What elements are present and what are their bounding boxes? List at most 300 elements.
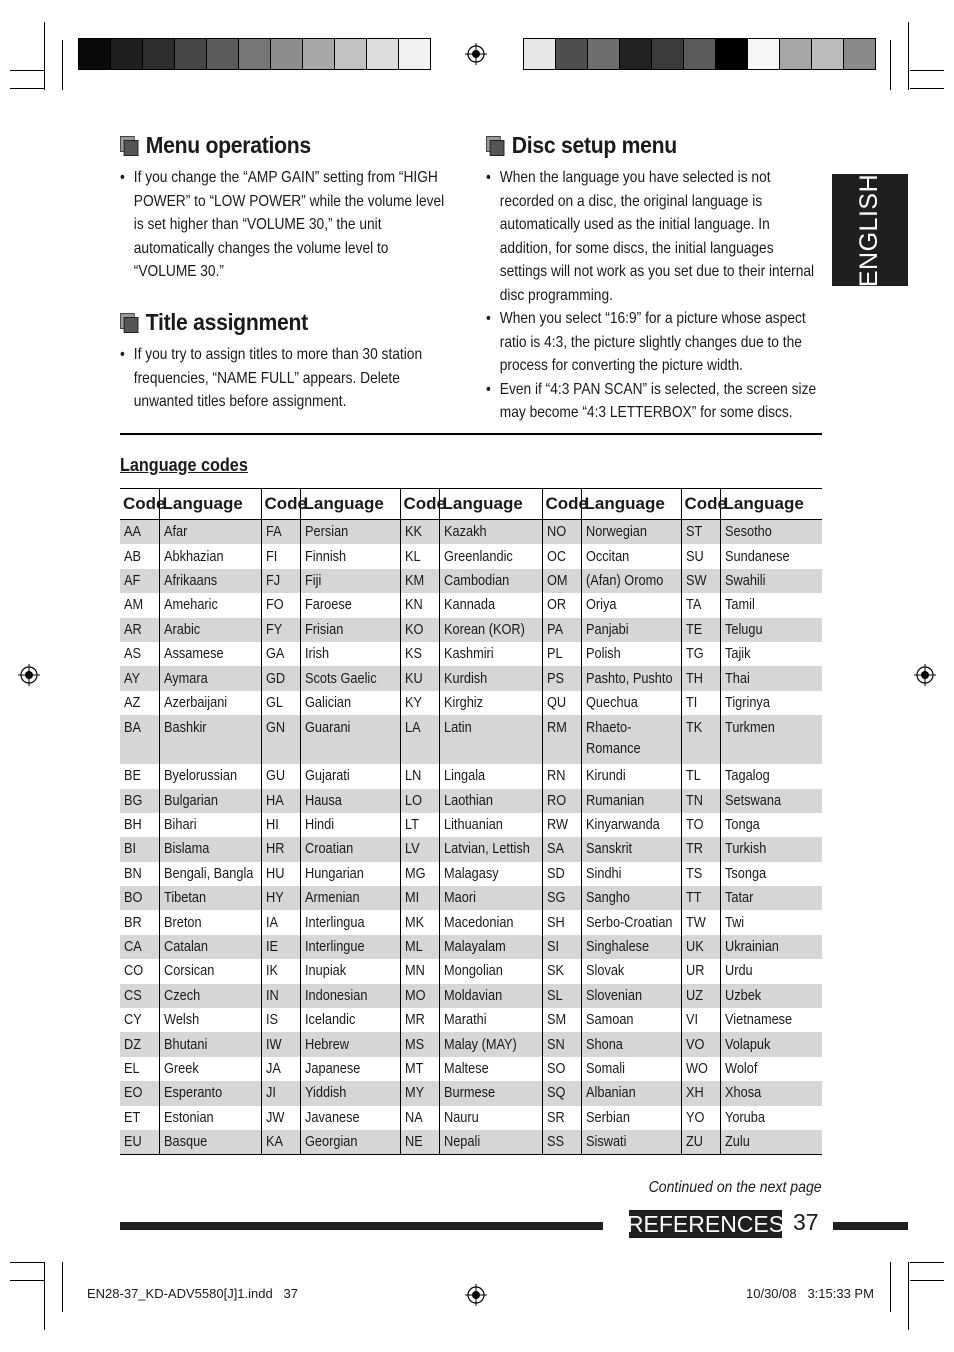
code-text: EL [124, 1061, 140, 1077]
language-cell [300, 1008, 400, 1032]
language-cell [720, 544, 822, 568]
code-text: IW [265, 1036, 282, 1053]
language-text: Tigrinya [724, 694, 770, 711]
language-cell [720, 1057, 822, 1081]
code-cell [681, 1106, 720, 1130]
code-cell [400, 569, 439, 593]
code-cell [261, 618, 300, 642]
language-cell [581, 789, 681, 813]
code-text: SA [546, 841, 564, 858]
code-text: TE [685, 621, 702, 638]
language-text: Rumanian [585, 792, 644, 809]
code-cell [261, 984, 300, 1008]
color-swatch [335, 39, 367, 69]
code-text: UZ [685, 987, 703, 1004]
language-text: Rhaeto-Romance [585, 720, 641, 758]
code-text: KN [404, 597, 423, 614]
code-text: SI [546, 939, 559, 956]
language-cell [720, 959, 822, 983]
language-cell [720, 1008, 822, 1032]
code-cell [400, 813, 439, 837]
language-cell [581, 886, 681, 910]
table-row [120, 1032, 822, 1056]
code-text: AS [124, 646, 142, 663]
language-cell [159, 1130, 261, 1155]
code-text: LO [404, 792, 422, 809]
language-cell [439, 691, 542, 715]
code-text: WO [685, 1061, 708, 1077]
language-cell [159, 1032, 261, 1056]
language-text: Bengali, Bangla [163, 865, 253, 882]
code-cell [400, 1032, 439, 1056]
language-cell [159, 984, 261, 1008]
language-cell [581, 959, 681, 983]
language-cell [300, 642, 400, 666]
code-cell [542, 862, 581, 886]
language-text: Serbo-Croatian [585, 914, 673, 931]
code-cell [400, 1057, 439, 1081]
language-cell [439, 618, 542, 642]
language-cell [720, 593, 822, 617]
list-item: • If you change the “AMP GAIN” setting from “HIGH POWER” to “LOW POWER” while the volume level is set higher than “VOLUME 30,” the unit automatically changes the volume level to “VOLUME 30.” [120, 166, 447, 284]
code-cell [261, 813, 300, 837]
language-text: Bhutani [163, 1036, 207, 1053]
language-text: Indonesian [304, 987, 367, 1004]
language-text: Slovenian [585, 987, 642, 1004]
crop-mark [10, 88, 44, 89]
language-cell [300, 984, 400, 1008]
code-cell [120, 862, 159, 886]
column-header-language: Language [720, 489, 822, 520]
language-cell [159, 1081, 261, 1105]
table-header-row [120, 489, 822, 520]
code-cell [120, 764, 159, 788]
code-text: YO [685, 1109, 704, 1126]
color-swatch [588, 39, 620, 69]
code-text: SR [546, 1109, 565, 1126]
language-cell [159, 789, 261, 813]
language-text: Malayalam [443, 939, 506, 956]
code-cell [120, 544, 159, 568]
code-text: CS [124, 987, 142, 1004]
code-text: OM [546, 572, 568, 589]
code-cell [120, 984, 159, 1008]
code-cell [261, 666, 300, 690]
language-text: Urdu [724, 963, 753, 980]
code-cell [542, 984, 581, 1008]
language-text: Telugu [724, 621, 763, 638]
code-text: TL [685, 768, 701, 785]
code-text: KU [404, 670, 423, 687]
language-text: Moldavian [443, 987, 502, 1004]
language-cell [581, 1081, 681, 1105]
code-cell [542, 1081, 581, 1105]
language-cell [300, 789, 400, 813]
table-row [120, 1057, 822, 1081]
language-cell [720, 1032, 822, 1056]
code-text: UK [685, 939, 704, 956]
code-cell [542, 1008, 581, 1032]
language-cell [300, 1032, 400, 1056]
code-text: XH [685, 1085, 704, 1102]
column-header-code: Code [542, 489, 581, 520]
code-text: FY [265, 621, 282, 638]
code-text: IS [265, 1012, 278, 1029]
code-cell [681, 1008, 720, 1032]
code-cell [400, 642, 439, 666]
language-text: Siswati [585, 1134, 626, 1151]
code-text: ET [124, 1109, 141, 1126]
table-row [120, 984, 822, 1008]
code-text: BH [124, 817, 142, 834]
language-cell [159, 886, 261, 910]
code-cell [261, 715, 300, 764]
language-cell [439, 1130, 542, 1155]
code-cell [261, 910, 300, 934]
language-text: Kinyarwanda [585, 817, 660, 834]
crop-mark [908, 22, 909, 90]
table-row [120, 789, 822, 813]
language-text: Esperanto [163, 1085, 222, 1102]
code-text: NE [404, 1134, 423, 1151]
language-text: Japanese [304, 1061, 360, 1077]
code-cell [261, 764, 300, 788]
references-text: REFERENCES [626, 1210, 785, 1237]
code-cell [542, 691, 581, 715]
language-cell [439, 520, 542, 545]
color-swatch [367, 39, 399, 69]
language-text: Tamil [724, 597, 755, 614]
language-cell [581, 520, 681, 545]
code-text: FA [265, 524, 282, 541]
code-text: JA [265, 1061, 281, 1077]
language-text: Kirundi [585, 768, 626, 785]
code-cell [120, 1008, 159, 1032]
references-rule [120, 1222, 603, 1230]
code-text: EU [124, 1134, 142, 1151]
code-cell [681, 544, 720, 568]
code-text: SU [685, 548, 704, 565]
code-text: UR [685, 963, 704, 980]
registration-mark-icon [465, 1284, 487, 1306]
code-text: AM [124, 597, 144, 614]
code-cell [261, 1032, 300, 1056]
language-cell [159, 1008, 261, 1032]
language-text: Byelorussian [163, 768, 237, 785]
column-header-code: Code [400, 489, 439, 520]
code-text: GU [265, 768, 285, 785]
language-text: Aymara [163, 670, 208, 687]
color-swatch [271, 39, 303, 69]
language-text: Afar [163, 524, 187, 541]
code-cell [261, 544, 300, 568]
language-cell [720, 862, 822, 886]
table-row [120, 691, 822, 715]
language-cell [439, 1057, 542, 1081]
code-cell [120, 642, 159, 666]
language-cell [439, 666, 542, 690]
code-text: NA [404, 1109, 423, 1126]
language-text: Arabic [163, 621, 200, 638]
table-row [120, 618, 822, 642]
language-cell [159, 764, 261, 788]
language-cell [439, 837, 542, 861]
language-text: Swahili [724, 572, 765, 589]
code-text: KA [265, 1134, 283, 1151]
language-text: Kazakh [443, 524, 487, 541]
color-swatch [111, 39, 143, 69]
color-swatch-bar-right [523, 38, 876, 70]
code-cell [261, 1008, 300, 1032]
section-square-icon [120, 136, 138, 156]
color-swatch [844, 39, 875, 69]
code-cell [261, 862, 300, 886]
language-text: Hebrew [304, 1036, 349, 1053]
code-cell [261, 935, 300, 959]
color-swatch [207, 39, 239, 69]
code-cell [542, 764, 581, 788]
language-text: Turkish [724, 841, 766, 858]
language-text: Korean (KOR) [443, 621, 525, 638]
code-cell [120, 935, 159, 959]
language-text: Serbian [585, 1109, 630, 1126]
crop-mark [890, 1262, 891, 1312]
code-text: AA [124, 524, 142, 541]
code-cell [542, 642, 581, 666]
code-cell [400, 764, 439, 788]
language-codes-title: Language codes [120, 455, 248, 475]
code-text: KK [404, 524, 422, 541]
language-text: Bashkir [163, 720, 207, 737]
color-swatch [620, 39, 652, 69]
code-cell [681, 1032, 720, 1056]
code-cell [681, 593, 720, 617]
code-cell [681, 1130, 720, 1155]
code-text: BA [124, 720, 142, 737]
heading-text: Disc setup menu [511, 132, 677, 158]
page-number: 37 [793, 1209, 819, 1235]
code-text: TR [685, 841, 703, 858]
language-cell [581, 593, 681, 617]
language-cell [720, 569, 822, 593]
code-text: IE [265, 939, 278, 956]
code-text: SN [546, 1036, 565, 1053]
language-text: Norwegian [585, 524, 647, 541]
code-cell [120, 1106, 159, 1130]
language-cell [581, 642, 681, 666]
language-text: Latin [443, 720, 472, 737]
code-cell [120, 1130, 159, 1155]
language-text: Yoruba [724, 1109, 765, 1126]
language-text: Tagalog [724, 768, 770, 785]
code-cell [542, 910, 581, 934]
code-cell [120, 910, 159, 934]
crop-mark [910, 1280, 944, 1281]
language-cell [300, 959, 400, 983]
code-cell [120, 1081, 159, 1105]
list-item: • If you try to assign titles to more than 30 station frequencies, “NAME FULL” appears. Delete unwanted titles before assignment. [120, 343, 457, 414]
language-text: Nepali [443, 1134, 480, 1151]
print-footer-timestamp: 10/30/08 3:15:33 PM [746, 1286, 874, 1301]
color-swatch [524, 39, 556, 69]
language-text: Albanian [585, 1085, 636, 1102]
language-cell [581, 569, 681, 593]
code-text: TG [685, 646, 704, 663]
language-text: Vietnamese [724, 1012, 792, 1029]
code-cell [681, 813, 720, 837]
language-cell [300, 837, 400, 861]
code-text: ZU [685, 1134, 703, 1151]
language-cell [720, 764, 822, 788]
code-text: KY [404, 694, 422, 711]
code-cell [120, 886, 159, 910]
language-cell [300, 569, 400, 593]
language-cell [159, 959, 261, 983]
code-cell [681, 789, 720, 813]
continued-note: Continued on the next page [648, 1179, 822, 1196]
color-swatch [716, 39, 748, 69]
language-cell [720, 789, 822, 813]
language-text: Maltese [443, 1061, 489, 1077]
language-cell [581, 691, 681, 715]
code-text: NO [546, 524, 566, 541]
language-cell [439, 959, 542, 983]
column-header-code: Code [120, 489, 159, 520]
language-text: Breton [163, 914, 202, 931]
column-header-language: Language [300, 489, 400, 520]
table-row [120, 813, 822, 837]
language-cell [300, 1106, 400, 1130]
code-text: BI [124, 841, 137, 858]
code-text: MS [404, 1036, 424, 1053]
language-text: Croatian [304, 841, 353, 858]
code-cell [400, 618, 439, 642]
language-cell [720, 837, 822, 861]
code-text: IA [265, 914, 278, 931]
table-row [120, 544, 822, 568]
code-cell [400, 1008, 439, 1032]
code-cell [681, 886, 720, 910]
code-text: TW [685, 914, 706, 931]
code-cell [400, 715, 439, 764]
code-text: MO [404, 987, 426, 1004]
language-cell [439, 1081, 542, 1105]
language-text: Turkmen [724, 720, 775, 737]
code-cell [400, 666, 439, 690]
code-text: EO [124, 1085, 143, 1102]
table-row [120, 935, 822, 959]
language-text: Laothian [443, 792, 493, 809]
list-item: • When you select “16:9” for a picture whose aspect ratio is 4:3, the picture slightly changes due to the process for converting the picture width. [486, 307, 821, 378]
language-cell [159, 935, 261, 959]
code-cell [120, 959, 159, 983]
code-text: LA [404, 720, 421, 737]
language-text: Latvian, Lettish [443, 841, 530, 858]
column-header-language: Language [159, 489, 261, 520]
code-text: LN [404, 768, 421, 785]
language-cell [300, 862, 400, 886]
code-text: CY [124, 1012, 142, 1029]
code-cell [542, 959, 581, 983]
language-cell [439, 764, 542, 788]
references-rule-right [833, 1222, 908, 1230]
language-cell [720, 984, 822, 1008]
code-text: GD [265, 670, 285, 687]
language-text: Xhosa [724, 1085, 761, 1102]
language-text: Pashto, Pushto [585, 670, 673, 687]
language-cell [439, 984, 542, 1008]
language-cell [159, 837, 261, 861]
column-header-language: Language [581, 489, 681, 520]
language-text: Hungarian [304, 865, 364, 882]
language-cell [720, 1130, 822, 1155]
code-text: SW [685, 572, 707, 589]
language-cell [159, 813, 261, 837]
language-text: Tonga [724, 817, 760, 834]
disc-setup-heading [486, 132, 677, 159]
title-assignment-heading [120, 309, 308, 336]
language-text: Bislama [163, 841, 209, 858]
language-cell [581, 764, 681, 788]
code-cell [261, 642, 300, 666]
code-cell [120, 569, 159, 593]
crop-mark [10, 1280, 44, 1281]
language-cell [581, 862, 681, 886]
code-cell [542, 618, 581, 642]
section-divider [120, 433, 822, 435]
language-text: Hindi [304, 817, 334, 834]
language-cell [159, 618, 261, 642]
language-text: Welsh [163, 1012, 199, 1029]
code-cell [542, 1106, 581, 1130]
code-cell [261, 691, 300, 715]
language-cell [300, 813, 400, 837]
language-cell [159, 862, 261, 886]
language-cell [439, 910, 542, 934]
code-text: VO [685, 1036, 704, 1053]
code-text: KS [404, 646, 422, 663]
table-body [120, 520, 822, 1155]
language-text: Tsonga [724, 865, 766, 882]
code-cell [542, 935, 581, 959]
code-cell [400, 837, 439, 861]
language-cell [159, 642, 261, 666]
language-text: Afrikaans [163, 572, 217, 589]
list-item: • Even if “4:3 PAN SCAN” is selected, the screen size may become “4:3 LETTERBOX” for some discs. [486, 378, 821, 425]
language-cell [720, 935, 822, 959]
language-text: Sangho [585, 890, 630, 907]
side-tab-label: ENGLISH [855, 173, 884, 287]
code-cell [400, 935, 439, 959]
code-text: IK [265, 963, 278, 980]
language-text: Sundanese [724, 548, 790, 565]
code-text: DZ [124, 1036, 142, 1053]
language-cell [159, 593, 261, 617]
code-text: HI [265, 817, 279, 834]
code-cell [261, 886, 300, 910]
color-swatch [780, 39, 812, 69]
language-text: Yiddish [304, 1085, 346, 1102]
code-text: TT [685, 890, 702, 907]
language-cell [581, 813, 681, 837]
crop-mark [10, 1262, 44, 1263]
language-cell [439, 1008, 542, 1032]
language-text: Tajik [724, 646, 751, 663]
code-text: BR [124, 914, 142, 931]
language-text: Singhalese [585, 939, 649, 956]
code-text: TK [685, 720, 702, 737]
table-row [120, 910, 822, 934]
